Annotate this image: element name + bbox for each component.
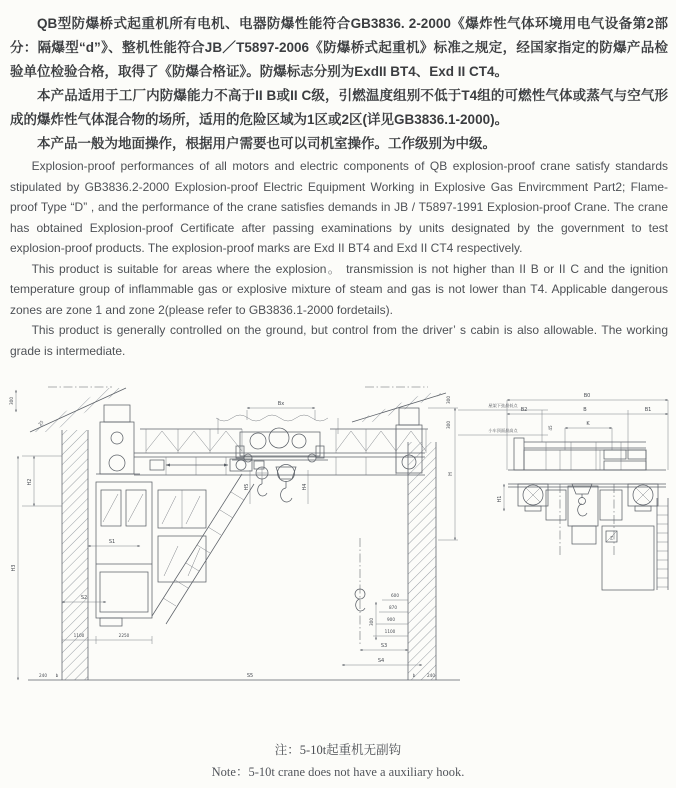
elevation-view: [9, 387, 553, 680]
dim-label-b: B: [583, 407, 587, 413]
footnote: [0, 740, 676, 780]
dim-label-b2: B2: [520, 407, 528, 413]
driver-cabin: [96, 482, 206, 626]
chinese-description: [10, 12, 668, 156]
dim-label-s4: S4: [377, 658, 385, 664]
cn-paragraph-2: 本产品适用于工厂内防爆能力不高于II B或II C级，引燃温度组别不低于T4组的可燃性气体或蒸气与空气形成的爆炸性气体混合物的场所，适用的危险区域为1区或2区(详见GB3836.1-2000)。: [10, 88, 668, 127]
dim-label-h5: H5: [244, 483, 250, 491]
en-paragraph-1: Explosion-proof performances of all motors and electric components of QB explosion-proof crane satisfy standards stipulated by GB3836.2-2000 Explosion-proof Electric Equipment Working in Explosive Gas Envircmment Part2; Flame-proof Type “D” , and the performance of the crane satisfies demands in JB / T5897-1991 Explosion-proof Crane. The crane has obtained Explosion-proof Certificate after passing examinations by units designated by the government to test explosion-proof products. The explosion-proof marks are Exd II BT4 and Exd II CT4 respectively.: [10, 159, 668, 255]
technical-drawing: [0, 378, 676, 690]
english-description: [10, 156, 668, 361]
end-view-bridge: [508, 438, 666, 511]
dim-label-240-right: 240: [427, 673, 435, 678]
dim-label-h-total: H: [448, 472, 454, 476]
clearance-annotations: [446, 396, 553, 435]
dim-label-bx: Bx: [277, 401, 285, 407]
dim-label-900: 900: [387, 617, 395, 622]
dim-label-600: 600: [391, 593, 399, 598]
dim-label-1100-right: 1100: [384, 629, 396, 634]
elevation-dimensions-left: [9, 390, 253, 680]
dim-label-b1: B1: [644, 407, 652, 413]
dim-label-1100: 1100: [73, 633, 85, 638]
end-view-hook: [546, 484, 622, 556]
travel-drive: [150, 459, 264, 471]
dim-label-2250: 2250: [118, 633, 130, 638]
dim-label-s3: S3: [380, 643, 388, 649]
staircase: [152, 474, 254, 624]
dim-label-ann-300a: 300: [446, 396, 451, 404]
dim-label-ann-45: 45: [548, 425, 553, 431]
cabin-window-mark-z: Z: [610, 535, 613, 541]
dim-label-h4: H4: [302, 483, 308, 491]
dim-label-ann-300b: 300: [446, 421, 451, 429]
dim-label-b-right: b: [412, 673, 416, 678]
dim-label-h3: H3: [11, 564, 17, 572]
dim-label-25: 25: [37, 419, 45, 427]
dim-label-h1: H1: [497, 495, 503, 503]
dim-label-870: 870: [389, 605, 397, 610]
dim-label-300-roof: 300: [9, 397, 14, 405]
footnote-chinese: 注：5-10t起重机无副钩: [274, 743, 402, 757]
dim-label-300-col: 300: [369, 618, 374, 626]
end-view: [497, 393, 668, 590]
dim-label-b-left: b: [55, 673, 59, 678]
en-paragraph-3: This product is generally controlled on the ground, but control from the driver’ s cabin is also allowable. The working grade is intermediate.: [10, 323, 668, 358]
end-carriage-left: [96, 405, 140, 474]
end-view-cabin-ladder: [602, 498, 668, 590]
en-paragraph-2: This product is suitable for areas where the explosion。 transmission is not higher than II B or II C and the ignition temperature group of inflammable gas or explosive mixture of steam and gas is not lower than T4. Applicable dangerous zones are zone 1 and zone 2(please refer to GB3836.1-2000 fordetails).: [10, 261, 668, 317]
dim-label-k: K: [586, 421, 590, 427]
annotation-trolley-highest-point: 小车顶面最高点: [488, 428, 518, 433]
footnote-english: Note：5-10t crane does not have a auxiliary hook.: [211, 765, 465, 779]
end-view-dimensions: [497, 393, 668, 511]
elevation-dimensions-right: [342, 408, 458, 678]
dim-label-b0: B0: [583, 393, 591, 399]
dim-label-s5: S5: [246, 673, 254, 679]
annotation-roof-lowest-point: 屋架下弦最低点: [488, 403, 518, 408]
cn-paragraph-1: QB型防爆桥式起重机所有电机、电器防爆性能符合GB3836. 2-2000《爆炸性气体环境用电气设备第2部分：隔爆型“d”》、整机性能符合JB／T5897-2006《防爆桥式起重机》标准之规定，经国家指定的防爆产品检验单位检验合格，取得了《防爆合格证》。防爆标志分别为ExdII BT4、Exd II CT4。: [10, 16, 668, 79]
cn-paragraph-3: 本产品一般为地面操作，根据用户需要也可以司机室操作。工作级别为中级。: [37, 136, 496, 151]
dim-label-240-left: 240: [39, 673, 47, 678]
dim-label-s1: S1: [108, 539, 116, 545]
dim-label-h2: H2: [27, 478, 33, 486]
bridge-girder: [134, 429, 428, 475]
dim-label-s2: S2: [80, 595, 88, 601]
